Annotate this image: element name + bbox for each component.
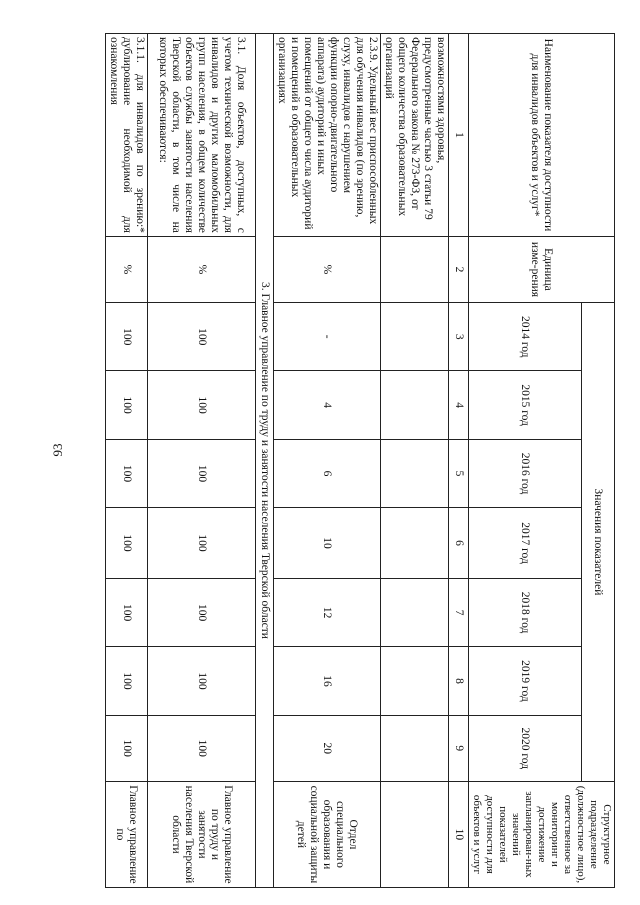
header-year: 2016 год (469, 439, 582, 507)
row-value: 100 (148, 371, 256, 439)
row-value: 100 (106, 578, 148, 646)
row-value: 4 (274, 371, 381, 439)
header-year: 2020 год (469, 715, 582, 781)
row-value: 100 (106, 715, 148, 781)
row-value: 100 (148, 508, 256, 579)
header-year: 2017 год (469, 508, 582, 579)
table-row (106, 34, 148, 888)
row-unit: % (148, 236, 256, 302)
col-number: 2 (449, 236, 469, 302)
row-value (381, 647, 449, 715)
row-value: 16 (274, 647, 381, 715)
row-value (381, 439, 449, 507)
row-value (381, 715, 449, 781)
row-unit: % (274, 236, 381, 302)
row-value: 20 (274, 715, 381, 781)
row-value: 100 (148, 647, 256, 715)
row-value: 100 (106, 647, 148, 715)
header-unit: Единица изме-рения (469, 236, 615, 302)
col-number: 3 (449, 303, 469, 371)
row-responsible: Главное управление по труду и занятости населения Тверской области (148, 781, 256, 887)
row-name: 2.3.9. Удельный вес приспособленных для обучения инвалидов (по зрению, слуху, инвалидов с нарушением функции опорно-двигательного аппарата) аудиторий и иных помещений от общего числа аудиторий и помещений в образовательных организациях (274, 34, 381, 237)
row-value (381, 578, 449, 646)
row-name: 3.1.1. для инвалидов по зрению:* дублирование необходимой для ознакомления (106, 34, 148, 237)
col-number: 8 (449, 647, 469, 715)
row-name: 3.1. Доля объектов, доступных, с учетом технической возможности, для инвалидов и других маломобильных групп населения, в общем количестве объектов службы занятости населения Тверской области, в том числе на которых обеспечиваются: (148, 34, 256, 237)
row-value: - (274, 303, 381, 371)
row-responsible (381, 781, 449, 887)
row-name: возможностями здоровья, предусмотренные частью 3 статьи 79 Федерального закона № 273-ФЗ, от общего количества образовательных организаций (381, 34, 449, 237)
col-number: 6 (449, 508, 469, 579)
row-value: 100 (148, 439, 256, 507)
col-number: 5 (449, 439, 469, 507)
header-name: Наименование показателя доступности для инвалидов объектов и услуг* (469, 34, 615, 237)
col-number: 1 (449, 34, 469, 237)
rotated-table-sheet (108, 33, 615, 888)
page-number: 93 (50, 443, 65, 457)
header-year: 2014 год (469, 303, 582, 371)
col-number: 10 (449, 781, 469, 887)
row-value (381, 371, 449, 439)
row-value: 100 (148, 303, 256, 371)
row-value: 100 (106, 371, 148, 439)
col-number: 4 (449, 371, 469, 439)
row-responsible: Главное управление по (106, 781, 148, 887)
table-row (274, 34, 381, 888)
row-unit (381, 236, 449, 302)
section-row (256, 34, 274, 888)
indicators-table (105, 33, 615, 888)
row-value: 10 (274, 508, 381, 579)
row-value: 100 (148, 715, 256, 781)
row-responsible: Отдел специального образования и социальной защиты детей (274, 781, 381, 887)
header-values-group: Значения показателей (581, 303, 614, 782)
row-value: 6 (274, 439, 381, 507)
row-value (381, 508, 449, 579)
header-year: 2018 год (469, 578, 582, 646)
row-value: 12 (274, 578, 381, 646)
col-number: 7 (449, 578, 469, 646)
row-value: 100 (106, 508, 148, 579)
row-unit: % (106, 236, 148, 302)
row-value: 100 (106, 439, 148, 507)
col-number: 9 (449, 715, 469, 781)
header-year: 2019 год (469, 647, 582, 715)
section-title: 3. Главное управление по труду и занятости населения Тверской области (256, 34, 274, 888)
column-numbers-row (449, 34, 469, 888)
table-row (381, 34, 449, 888)
table-row (148, 34, 256, 888)
header-responsible: Структурное подразделение (должностное лицо), ответственное за мониторинг и достижение запланирован-ных значений показателей доступности для объектов и услуг (469, 781, 615, 887)
row-value: 100 (148, 578, 256, 646)
header-year: 2015 год (469, 371, 582, 439)
row-value (381, 303, 449, 371)
row-value: 100 (106, 303, 148, 371)
